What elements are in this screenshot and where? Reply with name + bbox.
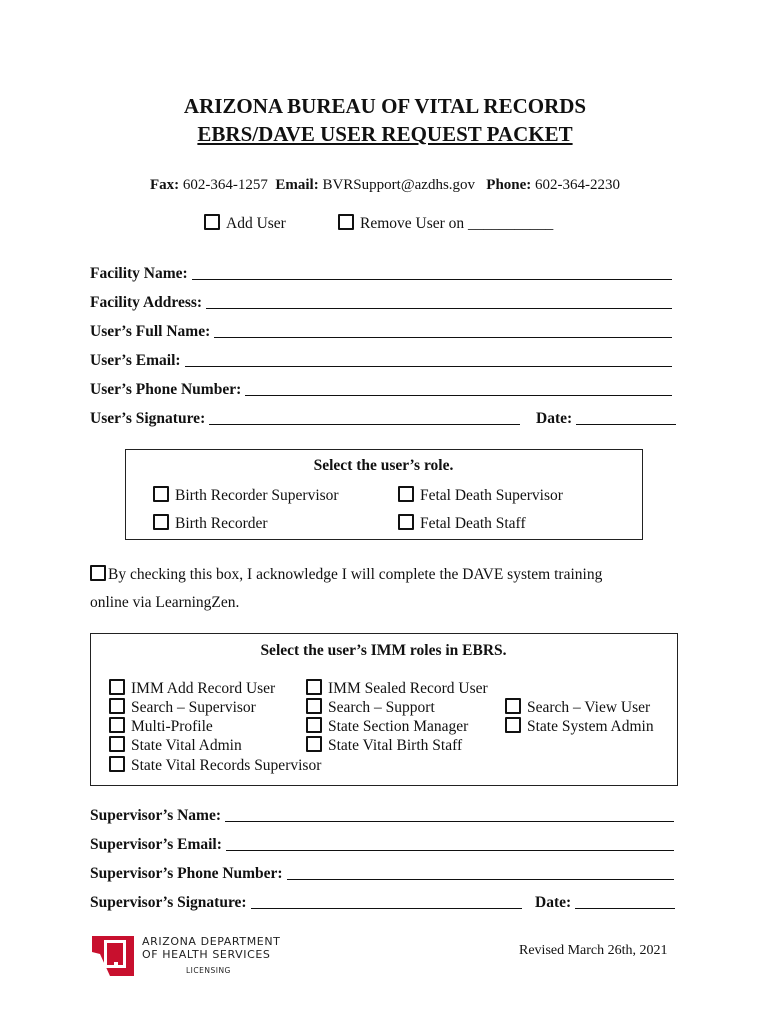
supervisor-email-label: Supervisor’s Email: — [90, 836, 222, 853]
imm-role-label: IMM Sealed Record User — [328, 680, 488, 697]
birth-recorder-supervisor-checkbox[interactable] — [153, 486, 169, 502]
document-subtitle: EBRS/DAVE USER REQUEST PACKET — [197, 122, 573, 146]
role-option — [153, 486, 339, 505]
imm-role-label: Multi-Profile — [131, 718, 213, 735]
remove-user-label: Remove User on ___________ — [360, 215, 554, 232]
email-address: BVRSupport@azdhs.gov — [322, 177, 476, 193]
role-option — [153, 514, 268, 533]
imm-box-heading: Select the user’s IMM roles in EBRS. — [260, 642, 507, 659]
full-name-field — [90, 319, 672, 341]
role-label: Fetal Death Staff — [420, 515, 526, 532]
role-label: Birth Recorder Supervisor — [175, 487, 339, 504]
phone-number: 602-364-2230 — [535, 177, 621, 193]
imm-roles-box — [90, 633, 678, 786]
supervisor-signature-label: Supervisor’s Signature: — [90, 894, 247, 911]
adhs-logo-icon — [90, 934, 136, 978]
role-label: Fetal Death Supervisor — [420, 487, 563, 504]
imm-role-label: Search – Supervisor — [131, 699, 256, 716]
acknowledge-line-1 — [90, 565, 602, 584]
supervisor-phone-label: Supervisor’s Phone Number: — [90, 865, 283, 882]
phone-label: Phone: — [486, 177, 532, 193]
user-date-label: Date: — [536, 410, 573, 427]
imm-role-label: Search – Support — [328, 699, 435, 716]
logo-line-1: ARIZONA DEPARTMENT — [142, 935, 281, 948]
facility-address-field — [90, 290, 672, 312]
imm-role-option — [109, 698, 256, 717]
imm-role-checkbox[interactable] — [505, 717, 521, 733]
imm-role-label: State Section Manager — [328, 718, 469, 735]
user-email-label: User’s Email: — [90, 352, 181, 369]
supervisor-email-field — [90, 832, 674, 854]
imm-role-checkbox[interactable] — [306, 736, 322, 752]
email-label: Email: — [275, 177, 319, 193]
full-name-input[interactable] — [214, 337, 672, 338]
role-selection-box — [125, 449, 643, 540]
user-date-field — [536, 406, 676, 428]
imm-role-checkbox[interactable] — [306, 698, 322, 714]
revised-date: Revised March 26th, 2021 — [519, 943, 668, 958]
imm-role-label: Search – View User — [527, 699, 651, 716]
supervisor-signature-input[interactable] — [251, 908, 522, 909]
user-email-input[interactable] — [185, 366, 672, 367]
imm-role-label: State System Admin — [527, 718, 654, 735]
imm-role-checkbox[interactable] — [109, 717, 125, 733]
add-user-checkbox[interactable] — [204, 214, 220, 230]
supervisor-name-label: Supervisor’s Name: — [90, 807, 222, 824]
imm-role-checkbox[interactable] — [109, 736, 125, 752]
user-email-field — [90, 348, 672, 370]
user-signature-input[interactable] — [209, 424, 520, 425]
document-title: ARIZONA BUREAU OF VITAL RECORDS — [183, 94, 587, 118]
imm-role-label: State Vital Birth Staff — [328, 737, 463, 754]
imm-role-checkbox[interactable] — [109, 698, 125, 714]
supervisor-phone-input[interactable] — [287, 879, 674, 880]
imm-role-option — [306, 736, 462, 755]
imm-role-option — [306, 717, 468, 736]
facility-address-label: Facility Address: — [90, 294, 203, 311]
remove-user-option — [338, 214, 553, 233]
supervisor-phone-field — [90, 861, 674, 883]
imm-role-option — [505, 717, 654, 736]
supervisor-name-field — [90, 803, 674, 825]
supervisor-signature-field — [90, 890, 522, 912]
user-phone-field — [90, 377, 672, 399]
logo-line-3: LICENSING — [186, 966, 231, 975]
add-user-option — [204, 214, 286, 233]
imm-role-checkbox[interactable] — [109, 756, 125, 772]
user-phone-label: User’s Phone Number: — [90, 381, 242, 398]
logo-text — [142, 935, 280, 961]
imm-role-option — [109, 679, 275, 698]
acknowledge-checkbox[interactable] — [90, 565, 106, 581]
user-date-input[interactable] — [576, 424, 676, 425]
imm-role-option — [306, 698, 435, 717]
facility-name-input[interactable] — [192, 279, 672, 280]
logo-line-2: OF HEALTH SERVICES — [142, 948, 271, 961]
facility-address-input[interactable] — [206, 308, 672, 309]
user-signature-label: User’s Signature: — [90, 410, 206, 427]
imm-role-option — [109, 717, 213, 736]
imm-role-option — [505, 698, 650, 717]
role-option — [398, 514, 526, 533]
supervisor-name-input[interactable] — [225, 821, 674, 822]
imm-role-label: IMM Add Record User — [131, 680, 276, 697]
role-option — [398, 486, 563, 505]
add-user-label: Add User — [226, 215, 286, 232]
remove-user-checkbox[interactable] — [338, 214, 354, 230]
fetal-death-supervisor-checkbox[interactable] — [398, 486, 414, 502]
role-box-heading: Select the user’s role. — [313, 457, 454, 474]
facility-name-label: Facility Name: — [90, 265, 188, 282]
facility-name-field — [90, 261, 672, 283]
fetal-death-staff-checkbox[interactable] — [398, 514, 414, 530]
supervisor-date-label: Date: — [535, 894, 572, 911]
supervisor-email-input[interactable] — [226, 850, 674, 851]
imm-role-option — [109, 736, 242, 755]
imm-role-label: State Vital Records Supervisor — [131, 757, 322, 774]
imm-role-checkbox[interactable] — [109, 679, 125, 695]
supervisor-date-input[interactable] — [575, 908, 675, 909]
full-name-label: User’s Full Name: — [90, 323, 211, 340]
imm-role-option — [306, 679, 488, 698]
imm-role-option — [109, 756, 321, 775]
imm-role-checkbox[interactable] — [505, 698, 521, 714]
fax-number: 602-364-1257 — [182, 177, 268, 193]
role-label: Birth Recorder — [175, 515, 268, 532]
acknowledge-text-1: By checking this box, I acknowledge I will complete the DAVE system training — [108, 566, 603, 583]
imm-role-label: State Vital Admin — [131, 737, 242, 754]
user-phone-input[interactable] — [245, 395, 672, 396]
birth-recorder-checkbox[interactable] — [153, 514, 169, 530]
fax-label: Fax: — [149, 177, 180, 193]
acknowledge-text-2: online via LearningZen. — [90, 594, 240, 611]
user-signature-field — [90, 406, 520, 428]
imm-role-checkbox[interactable] — [306, 717, 322, 733]
imm-role-checkbox[interactable] — [306, 679, 322, 695]
supervisor-date-field — [535, 890, 675, 912]
contact-line — [0, 177, 770, 194]
